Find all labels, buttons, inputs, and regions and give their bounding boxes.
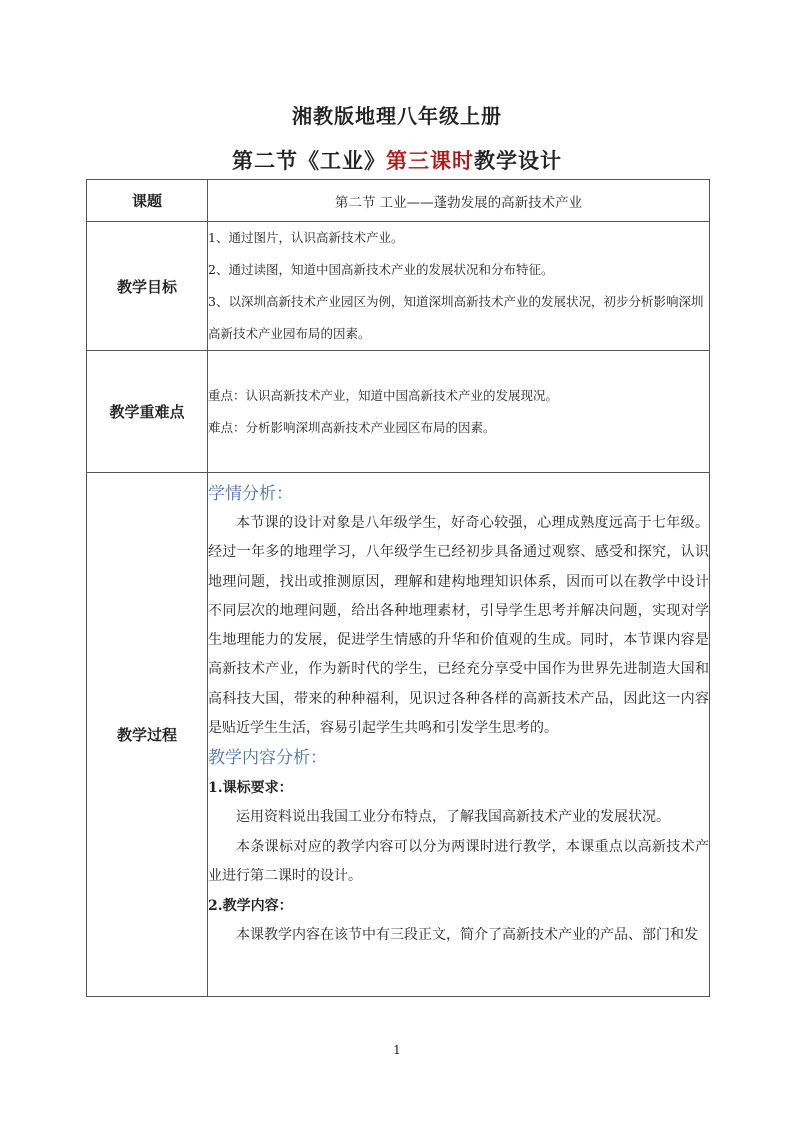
subtitle-section: 第二节《工业》 (232, 148, 386, 173)
sub-heading-teaching-content: 2.教学内容： (208, 898, 293, 915)
topic-value: 第二节 工业——蓬勃发展的高新技术产业 (208, 180, 710, 222)
curriculum-text-1: 运用资料说出我国工业分布特点，了解我国高新技术产业的发展状况。 (236, 809, 670, 826)
section-heading-content-analysis: 教学内容分析： (208, 748, 327, 769)
difficult-point: 难点：分析影响深圳高新技术产业园区布局的因素。 (208, 419, 496, 435)
goal-item: 2、通过读图，知道中国高新技术产业的发展状况和分布特征。 (208, 262, 554, 277)
student-analysis-text: 本节课的设计对象是八年级学生，好奇心较强，心理成熟度远高于七年级。经过一年多的地理学习，八年级学生已经初步具备通过观察、感受和探究，认识地理问题，找出或推测原因，理解和建构地理知识体系，因而可以在教学中设计不同层次的地理问题，给出各种地理素材，引导学生思考并解决问题，实现对学生地理能力的发展，促进学生情感的升华和价值观的生成。同时，本节课内容是高新技术产业，作为新时代的学生，已经充分享受中国作为世界先进制造大国和高科技大国，带来的种种福利，见识过各种各样的高新技术产品，因此这一内容是贴近学生生活，容易引起学生共鸣和引发学生思考的。 (208, 515, 709, 737)
key-points-content (208, 351, 710, 473)
teaching-content-text: 本课教学内容在该节中有三段正文，简介了高新技术产业的产品、部门和发 (236, 927, 698, 944)
table-row-topic (87, 180, 710, 222)
subtitle-period: 第三课时 (386, 148, 474, 173)
subtitle-design: 教学设计 (474, 148, 562, 173)
key-points-label: 教学重难点 (87, 351, 208, 473)
section-heading-student-analysis: 学情分析： (208, 484, 293, 504)
lesson-plan-table (86, 179, 710, 997)
sub-heading-curriculum: 1.课标要求： (208, 780, 293, 797)
table-row-key-points (87, 351, 710, 473)
goal-item: 1、通过图片，认识高新技术产业。 (208, 230, 404, 245)
process-label: 教学过程 (87, 473, 208, 997)
goals-content (208, 222, 710, 351)
page-number: 1 (393, 1043, 401, 1057)
process-content (208, 473, 710, 997)
key-point: 重点：认识高新技术产业，知道中国高新技术产业的发展现况。 (208, 387, 559, 403)
document-subtitle (0, 145, 794, 175)
table-row-process (87, 473, 710, 997)
goal-item: 3、以深圳高新技术产业园区为例，知道深圳高新技术产业的发展状况，初步分析影响深圳高新技术产业园布局的因素。 (208, 294, 704, 341)
goals-label: 教学目标 (87, 222, 208, 351)
table-row-goals (87, 222, 710, 351)
curriculum-text-2: 本条课标对应的教学内容可以分为两课时进行教学，本课重点以高新技术产业进行第二课时的设计。 (208, 838, 709, 884)
topic-label: 课题 (87, 180, 208, 222)
document-title: 湘教版地理八年级上册 (292, 104, 502, 128)
